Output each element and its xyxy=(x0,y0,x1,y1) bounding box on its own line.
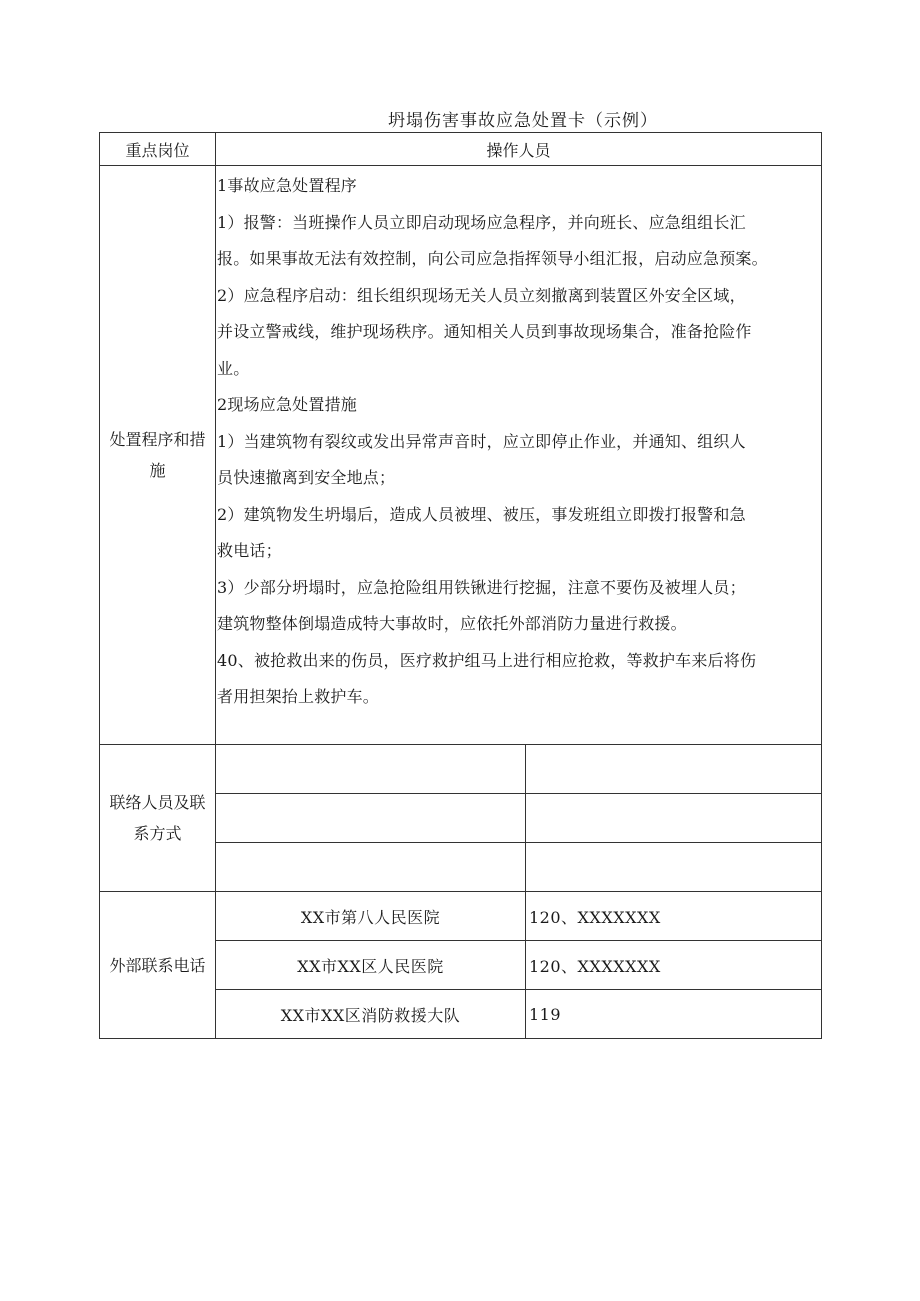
page-title: 坍塌伤害事故应急处置卡（示例） xyxy=(388,111,658,131)
liaison-phone-cell xyxy=(526,745,822,794)
external-name-cell: XX市XX区人民医院 xyxy=(216,941,526,990)
procedures-row xyxy=(100,166,822,745)
procedure-line: 1事故应急处置程序 xyxy=(217,176,357,195)
liaison-name-cell xyxy=(216,794,526,843)
liaison-name-cell xyxy=(216,745,526,794)
liaison-name-cell xyxy=(216,843,526,892)
emergency-card-table xyxy=(99,132,822,1039)
procedure-line: 2现场应急处置措施 xyxy=(217,395,357,414)
procedures-label xyxy=(100,166,216,745)
procedure-line: 40、被抢救出来的伤员，医疗救护组马上进行相应抢救，等救护车来后将伤 xyxy=(217,650,757,670)
external-row xyxy=(100,892,822,941)
procedures-content xyxy=(216,166,822,745)
external-phone-cell: 120、XXXXXXX xyxy=(526,892,822,941)
header-operator: 操作人员 xyxy=(216,133,822,166)
procedure-line: 员快速撤离到安全地点； xyxy=(217,468,396,487)
liaison-phone-cell xyxy=(526,843,822,892)
liaison-phone-cell xyxy=(526,794,822,843)
header-row xyxy=(100,133,822,166)
external-name-cell: XX市XX区消防救援大队 xyxy=(216,990,526,1039)
header-key-position: 重点岗位 xyxy=(100,133,216,166)
procedure-line: 报。如果事故无法有效控制，向公司应急指挥领导小组汇报，启动应急预案。 xyxy=(217,249,768,268)
procedure-line: 2）建筑物发生坍塌后，造成人员被埋、被压，事发班组立即拨打报警和急 xyxy=(217,504,746,524)
procedures-label-line2: 施 xyxy=(149,461,166,480)
procedure-line: 建筑物整体倒塌造成特大事故时，应依托外部消防力量进行救援。 xyxy=(217,614,687,633)
external-phone-cell: 120、XXXXXXX xyxy=(526,941,822,990)
liaison-label xyxy=(100,745,216,892)
procedure-line: 救电话； xyxy=(217,541,282,560)
procedure-line: 者用担架抬上救护车。 xyxy=(217,687,380,706)
external-label: 外部联系电话 xyxy=(100,892,216,1039)
external-phone-cell: 119 xyxy=(526,990,822,1039)
procedure-line: 1）当建筑物有裂纹或发出异常声音时，应立即停止作业，并通知、组织人 xyxy=(217,431,746,451)
procedure-line: 业。 xyxy=(217,358,250,378)
liaison-label-line2: 系方式 xyxy=(133,824,182,843)
procedure-line: 3）少部分坍塌时，应急抢险组用铁锹进行挖掘，注意不要伤及被埋人员； xyxy=(217,577,746,597)
liaison-row xyxy=(100,745,822,794)
procedure-line: 并设立警戒线，维护现场秩序。通知相关人员到事故现场集合，准备抢险作 xyxy=(217,322,752,341)
procedure-line: 1）报警：当班操作人员立即启动现场应急程序，并向班长、应急组组长汇 xyxy=(217,212,746,232)
procedure-line: 2）应急程序启动：组长组织现场无关人员立刻撤离到装置区外安全区域， xyxy=(217,285,746,305)
liaison-label-line1: 联络人员及联 xyxy=(109,793,206,812)
external-name-cell: XX市第八人民医院 xyxy=(216,892,526,941)
procedures-label-line1: 处置程序和措 xyxy=(109,430,206,449)
